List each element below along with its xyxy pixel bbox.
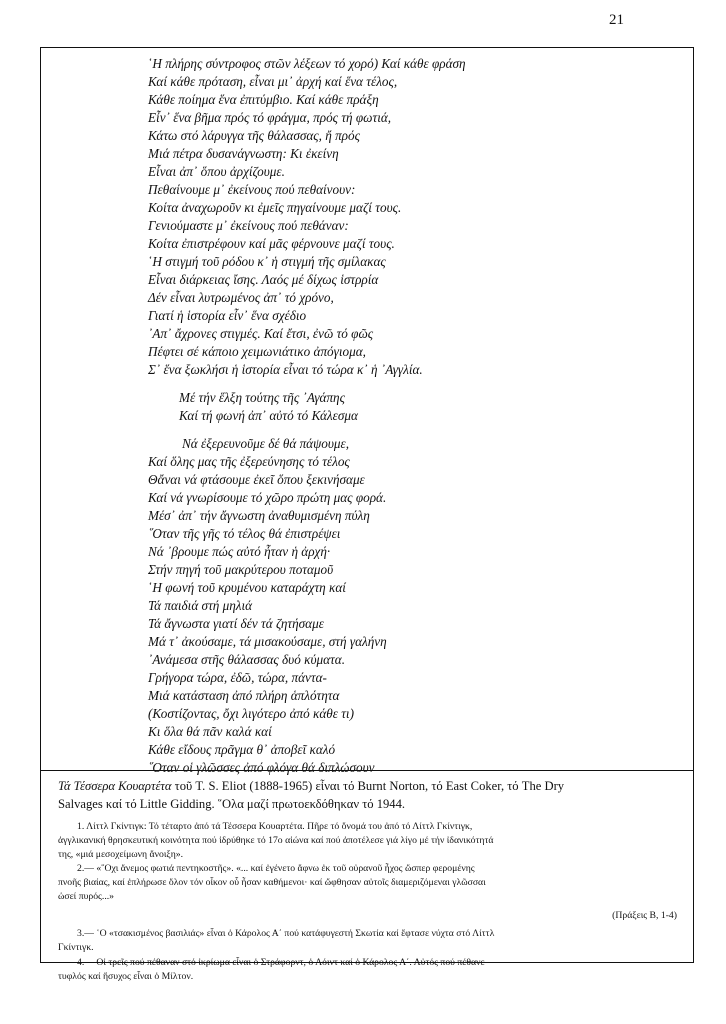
- poem-line: Μιά πέτρα δυσανάγνωστη: Κι ἐκείνη: [148, 146, 339, 161]
- poem-line: Μέ τήν ἕλξη τούτης τῆς ᾿Αγάπης: [179, 390, 345, 405]
- poem-line: Σ᾿ ἕνα ξωκλήσι ἡ ἱστορία εἶναι τό τώρα κ᾿ ἡ ᾿Αγγλία.: [148, 362, 423, 377]
- poem-line: ῞Οταν τῆς γῆς τό τέλος θά ἐπιστρέψει: [148, 526, 341, 541]
- poem-line: Καί τή φωνή ἀπ᾿ αὐτό τό Κάλεσμα: [179, 408, 358, 423]
- footnote-line: 1. Λίττλ Γκίντιγκ: Τό τέταρτο ἀπό τά Τέσσερα Κουαρτέτα. Πῆρε τό ὄνομά του ἀπό τό Λίττλ Γκίντιγκ,: [77, 821, 473, 832]
- poem-line: Τά παιδιά στή μηλιά: [148, 598, 253, 613]
- intro-title: Τά Τέσσερα Κουαρτέτα: [58, 779, 172, 793]
- poem-line: Θἄναι νά φτάσουμε ἐκεῖ ὅπου ξεκινήσαμε: [148, 472, 365, 487]
- poem-line: Μά τ᾿ ἀκούσαμε, τά μισακούσαμε, στή γαλήνη: [148, 634, 387, 649]
- poem-line: Δέν εἶναι λυτρωμένος ἀπ᾿ τό χρόνο,: [148, 290, 334, 305]
- text-frame: [40, 47, 694, 982]
- poem-line: ᾿Ανάμεσα στῆς θάλασσας δυό κύματα.: [148, 652, 345, 667]
- poem-line: Κάθε εἴδους πρᾶγμα θ᾿ ἀποβεῖ καλό: [148, 742, 336, 757]
- poem-line: Μέσ᾿ ἀπ᾿ τήν ἄγνωστη ἀναθυμισμένη πύλη: [148, 508, 370, 523]
- footnote-line: Γκίντιγκ.: [58, 942, 94, 953]
- footnote-line: της, «μιά μεσοχείμωνη ἄνοιξη».: [58, 849, 184, 860]
- intro-paragraph: [58, 777, 683, 813]
- poem-line: ῾Η πλήρης σύντροφος στῶν λέξεων τό χορό) Καί κάθε φράση: [148, 56, 466, 71]
- poem-line: Γενιούμαστε μ᾿ ἐκείνους πού πεθάναν:: [148, 218, 349, 233]
- footnote-line: ἀγγλικανική θρησκευτική κοινότητα πού ἱδρύθηκε τό 17ο αἰώνα καί πού ἀποτέλεσε γιά λίγο μέ τήν ἰδανικότητά: [58, 835, 494, 846]
- footnote-line: πνοῆς βιαίας, καί ἐπλήρωσε ὅλον τόν οἶκον οὗ ἦσαν καθήμενοι· καί ὤφθησαν αὐτοῖς διαμεριζόμεναι γλῶσσαι: [58, 877, 486, 888]
- section-divider: [41, 770, 693, 771]
- footnote-citation: (Πράξεις Β, 1-4): [612, 910, 677, 921]
- poem-line: Νά ᾿βρουμε πώς αὐτό ἦταν ἡ ἀρχή·: [148, 544, 331, 559]
- poem-line: Πέφτει σέ κάποιο χειμωνιάτικο ἀπόγιομα,: [148, 344, 366, 359]
- poem-line: ῾Η στιγμή τοῦ ρόδου κ᾿ ἡ στιγμή τῆς σμίλακας: [148, 254, 386, 269]
- footnote-line: τυφλός καί ἥσυχος εἶναι ὁ Μίλτον.: [58, 971, 194, 982]
- footnote-line: 4.— Οἱ τρεῖς πού πέθαναν στό ἰκρίωμα εἶναι ὁ Στράφορντ, ὁ Λόιντ καί ὁ Κάρολος Α΄. Αὐτός πού πέθανε: [77, 957, 485, 968]
- poem-line: Τά ἄγνωστα γιατί δέν τά ζητήσαμε: [148, 616, 324, 631]
- poem-line: Καί κάθε πρόταση, εἶναι μι᾿ ἀρχή καί ἕνα τέλος,: [148, 74, 398, 89]
- poem-line: (Κοστίζοντας, ὄχι λιγότερο ἀπό κάθε τι): [148, 706, 354, 721]
- poem-line: Πεθαίνουμε μ᾿ ἐκείνους πού πεθαίνουν:: [148, 182, 356, 197]
- poem-line: Στήν πηγή τοῦ μακρύτερου ποταμοῦ: [148, 562, 334, 577]
- poem-line: Κοίτα ἐπιστρέφουν καί μᾶς φέρνουνε μαζί τους.: [148, 236, 395, 251]
- poem-line: Μιά κατάσταση ἀπό πλήρη ἁπλότητα: [148, 688, 340, 703]
- footnote-line: ὡσεί πυρός...»: [58, 891, 115, 902]
- footnote-line: 3.— ῾Ο «τσακισμένος βασιλιάς» εἶναι ὁ Κάρολος Α΄ πού κατάφυγεστή Σκωτία καί ἔφτασε νύχτα στό Λίττλ: [77, 928, 495, 939]
- poem-line: Κάτω στό λάρυγγα τῆς θάλασσας, ἤ πρός: [148, 128, 360, 143]
- poem-line: ῾Η φωνή τοῦ κρυμένου καταράχτη καί: [148, 580, 346, 595]
- poem-line: Κάθε ποίημα ἕνα ἐπιτύμβιο. Καί κάθε πράξη: [148, 92, 379, 107]
- poem-line: Κοίτα ἀναχωροῦν κι ἐμεῖς πηγαίνουμε μαζί τους.: [148, 200, 402, 215]
- poem-line: Εἶναι διάρκειας ἴσης. Λαός μέ δίχως ἱστρρία: [148, 272, 379, 287]
- intro-text: τοῦ T. S. Eliot (1888-1965) εἶναι τό Burnt Norton, τό East Coker, τό The Dry: [171, 779, 565, 793]
- poem-line: ῞Οταν οἱ γλῶσσες ἀπό φλόγα θά διπλώσουν: [148, 760, 375, 775]
- poem-line: Εἶναι ἀπ᾿ ὅπου ἀρχίζουμε.: [148, 164, 285, 179]
- poem-line: Γιατί ἡ ἱστορία εἶν᾿ ἕνα σχέδιο: [148, 308, 307, 323]
- page-number: 21: [609, 12, 624, 28]
- poem-line: Καί ὅλης μας τῆς ἐξερεύνησης τό τέλος: [148, 454, 350, 469]
- poem-line: Εἶν᾿ ἕνα βῆμα πρός τό φράγμα, πρός τή φωτιά,: [148, 110, 392, 125]
- footnote-line: 2.— «῞Οχι ἄνεμος φωτιά πεντηκοστῆς». «... καί ἐγένετο ἄφνω ἐκ τοῦ οὐρανοῦ ἦχος ὥσπερ φερομένης: [77, 863, 475, 874]
- poem-line: Καί νά γνωρίσουμε τό χῶρο πρώτη μας φορά.: [148, 490, 387, 505]
- intro-line: [58, 777, 683, 795]
- poem-line: Γρήγορα τώρα, ἐδῶ, τώρα, πάντα-: [148, 670, 327, 685]
- intro-line: Salvages καί τό Little Gidding. ῞Ολα μαζί πρωτοεκδόθηκαν τό 1944.: [58, 797, 406, 811]
- poem-line: Νά ἐξερευνοῦμε δέ θά πάψουμε,: [182, 436, 350, 451]
- poem-line: ᾿Απ᾿ ἄχρονες στιγμές. Καί ἔτσι, ἐνῶ τό φῶς: [148, 326, 374, 341]
- poem-line: Κι ὅλα θά πᾶν καλά καί: [148, 724, 272, 739]
